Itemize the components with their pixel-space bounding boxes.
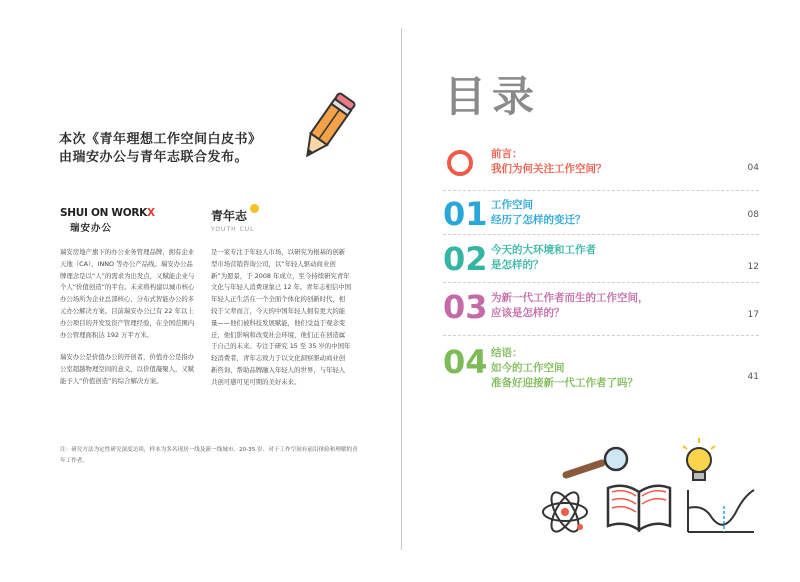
headline [59,131,262,167]
intro-paragraph: 瑞安办公是价值办公的开创者，价值办公是指办公室超越物理空间的意义，以价值凝聚人，又赋能予人“价值创造”的综合解决方案。 [60,353,195,385]
toc-item-text [491,147,607,177]
toc-item-04[interactable] [443,345,759,395]
toc-item-03[interactable] [443,290,759,346]
headline-line-2: 由瑞安办公与青年志联合发布。 [59,150,249,165]
pencil-icon [296,86,360,166]
toc-item-text [491,243,596,273]
logo-yc-cn: 青年志 [211,209,248,223]
toc-line: 经历了怎样的变迁？ [491,214,586,226]
headline-line-1: 本次《青年理想工作空间白皮书》 [59,132,262,147]
toc-item-text [491,291,649,321]
toc-page-number: 12 [747,262,759,272]
logo-sow-mark: X [146,207,155,219]
toc-title: 目录 [444,72,541,121]
logo-yc-en: YOUTH CUL [211,226,255,233]
intro-paragraph: 瑞安房地产旗下的办公业务管理品牌，拥有企业天地（CA）、INNO 等办公产品线。瑞安办公品牌理念是以“人”的需求为出发点，又赋能企业与个人“价值创造”的平台。未来将构建以城市核心办公场所为企业总部核心、分布式智能办公的多元办公解决方案。目前瑞安办公已有 22 年以上办公项目的开发及资产管理经验，在全国范围内办公管理面积达 192 万平方米。 [60,248,195,339]
youth-culture-intro [211,247,351,400]
dashed-divider [443,190,759,191]
shui-on-work-intro [60,247,197,399]
toc-line: 应该是怎样的？ [491,307,565,319]
graph-icon [684,486,756,536]
toc-page-number: 17 [747,310,759,320]
toc-line: 为新一代工作者而生的工作空间， [491,292,649,304]
atom-icon [540,487,590,537]
toc-line: 今天的大环境和工作者 [491,244,596,256]
toc-line: 是怎样的？ [491,259,544,271]
toc-page-number: 08 [747,210,759,220]
toc-line: 我们为何关注工作空间？ [491,163,607,175]
dashed-divider [443,234,759,235]
research-note: 注：研究方法为定性研究深度访谈，样本为多名现居一线及新一线城市、20-35 岁、对于工作空间有前沿体验和理解的青年工作者。 [60,447,358,464]
toc-number: 03 [443,288,488,326]
toc-line: 工作空间 [491,199,533,211]
toc-item-preface[interactable] [443,146,759,202]
shui-on-work-logo [60,207,155,234]
toc-page-number: 41 [747,372,759,382]
lightbulb-icon [677,436,721,488]
logo-sow-en: SHUI ON WORK [60,207,147,219]
youth-culture-logo [211,205,259,233]
toc-line: 结语： [491,347,523,359]
toc-page-number: 04 [747,163,759,173]
dashed-divider [443,282,759,283]
toc-number: 01 [443,195,488,233]
toc-line: 前言： [491,148,523,160]
toc-item-text [491,346,638,391]
toc-line: 准备好迎接新一代工作者了吗？ [491,377,638,389]
toc-number: 04 [443,343,488,381]
toc-number: 02 [443,240,488,278]
open-book-icon [604,478,674,534]
dashed-divider [443,335,759,336]
logo-yc-dot [250,204,259,213]
toc-line: 如今的工作空间 [491,362,565,374]
toc-item-text [491,198,586,228]
logo-sow-cn: 瑞安办公 [70,223,113,234]
intro-paragraph: 是一家专注于年轻人市场，以研究为根基的创新型市场营销咨询公司，以“年轻人驱动商业创新”为愿景，于 2008 年成立，至今持续研究青年文化与年轻人消费现象已 12 年。青年志相信中国年轻人正生活在一个全面个体化的创新时代，相较于父辈而言，今天的中国年轻人拥有更大的能量——他们被科技发展赋能，他们受益于观念变迁，他们影响和改变社会环境，他们正在创造属于自己的未来。专注于研究 15 至 35 岁的中国年轻消费者，青年志致力于以文化洞察驱动商业创新咨询，帮助品牌融入年轻人的世界，与年轻人共创可感可见可期的美好未来。 [211,248,352,386]
circle-icon [447,150,473,176]
